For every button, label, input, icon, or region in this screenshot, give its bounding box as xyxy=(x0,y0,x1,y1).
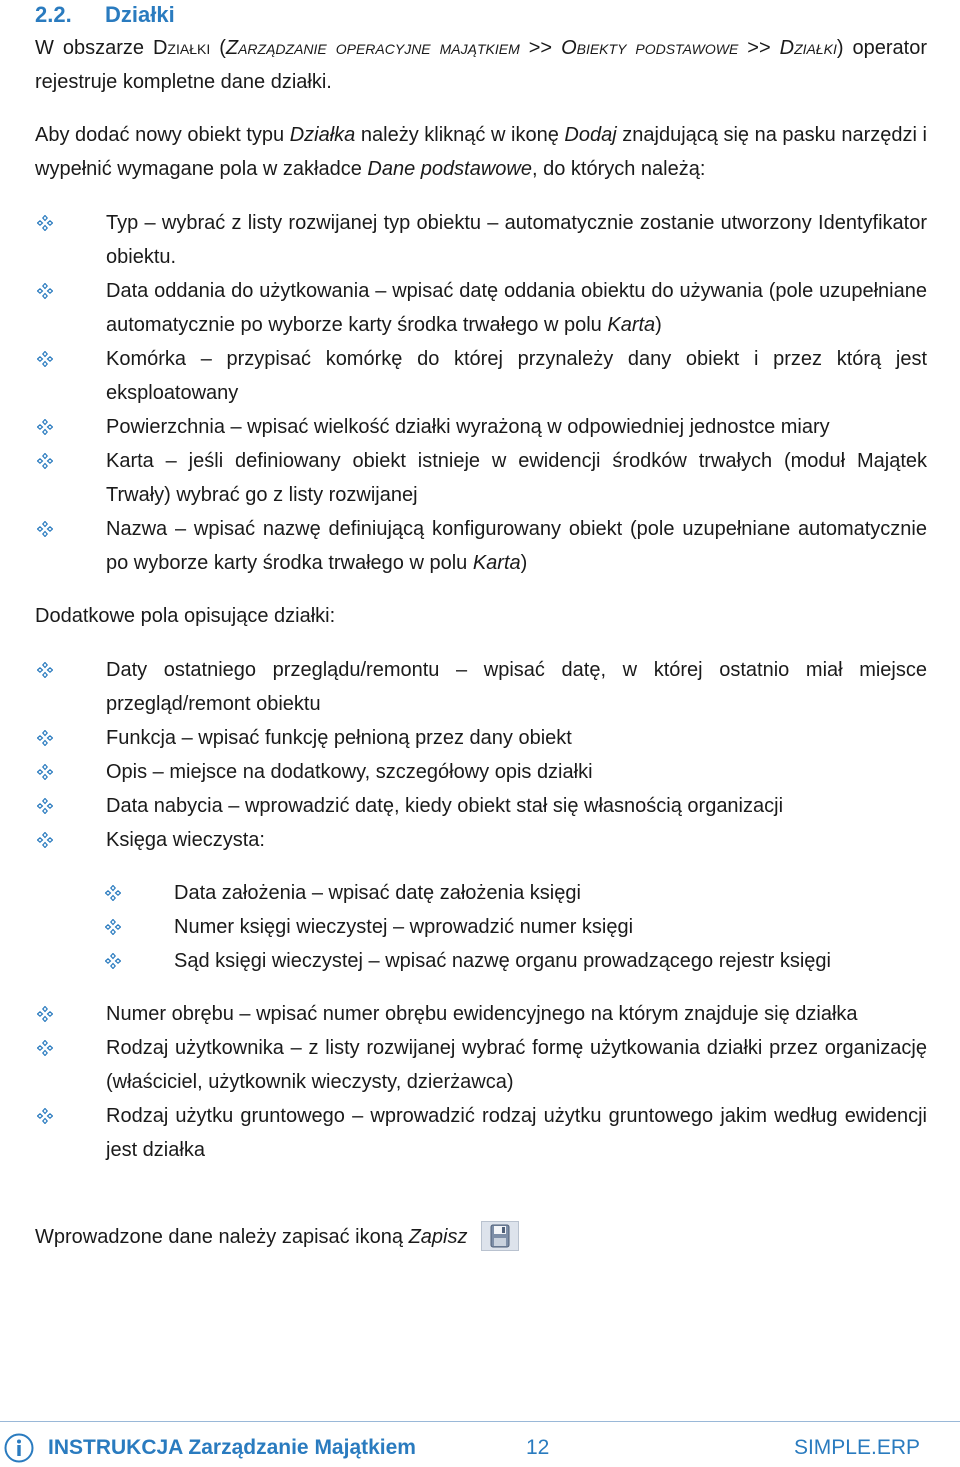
list-item: Data oddania do użytkowania – wpisać datę oddania obiektu do używania (pole uzupełniane automatycznie po wyborze karty środka trwałego w polu Karta) xyxy=(35,274,927,342)
diamond-bullet-icon xyxy=(37,419,53,435)
diamond-bullet-icon xyxy=(37,453,53,469)
more-fields-list xyxy=(35,997,927,1167)
list-item: Funkcja – wpisać funkcję pełnioną przez dany obiekt xyxy=(35,721,927,755)
page-number: 12 xyxy=(526,1436,550,1459)
diamond-bullet-icon xyxy=(105,953,121,969)
diamond-bullet-icon xyxy=(37,764,53,780)
list-item: Opis – miejsce na dodatkowy, szczegółowy opis działki xyxy=(35,755,927,789)
list-item: Data założenia – wpisać datę założenia księgi xyxy=(35,876,927,910)
section-title: Działki xyxy=(105,2,175,27)
list-item: Numer obrębu – wpisać numer obrębu ewidencyjnego na którym znajduje się działka xyxy=(35,997,927,1031)
list-item: Daty ostatniego przeglądu/remontu – wpisać datę, w której ostatnio miał miejsce przegląd/remont obiektu xyxy=(35,653,927,721)
save-icon xyxy=(481,1221,519,1251)
list-item: Powierzchnia – wpisać wielkość działki wyrażoną w odpowiedniej jednostce miary xyxy=(35,410,927,444)
menu-path-3: Działki xyxy=(779,37,837,59)
footer-brand: SIMPLE.ERP xyxy=(793,1436,920,1459)
basic-fields-list xyxy=(35,206,927,580)
diamond-bullet-icon xyxy=(37,215,53,231)
diamond-bullet-icon xyxy=(37,521,53,537)
list-item: Numer księgi wieczystej – wprowadzić numer księgi xyxy=(35,910,927,944)
diamond-bullet-icon xyxy=(37,1108,53,1124)
add-object-paragraph: Aby dodać nowy obiekt typu Działka należy kliknąć w ikonę Dodaj znajdującą się na pasku narzędzi i wypełnić wymagane pola w zakładce Dane podstawowe, do których należą: xyxy=(35,124,927,180)
diamond-bullet-icon xyxy=(105,885,121,901)
list-item: Typ – wybrać z listy rozwijanej typ obiektu – automatycznie zostanie utworzony Identyfikator obiektu. xyxy=(35,206,927,274)
diamond-bullet-icon xyxy=(105,919,121,935)
area-name: Działki xyxy=(152,37,211,59)
menu-path-2: Obiekty podstawowe xyxy=(561,37,739,59)
intro-paragraph: W obszarze Działki (Zarządzanie operacyjne majątkiem >> Obiekty podstawowe >> Działki) operator rejestruje kompletne dane działki. xyxy=(35,37,927,93)
section-number: 2.2. xyxy=(35,2,72,27)
diamond-bullet-icon xyxy=(37,1040,53,1056)
list-item: Komórka – przypisać komórkę do której przynależy dany obiekt i przez którą jest eksploatowany xyxy=(35,342,927,410)
diamond-bullet-icon xyxy=(37,662,53,678)
section-heading xyxy=(35,2,175,32)
list-item: Rodzaj użytku gruntowego – wprowadzić rodzaj użytku gruntowego jakim według ewidencji jest działka xyxy=(35,1099,927,1167)
menu-path-1: Zarządzanie operacyjne majątkiem xyxy=(225,37,520,59)
save-instruction: Wprowadzone dane należy zapisać ikoną Zapisz xyxy=(35,1220,927,1254)
footer-divider xyxy=(0,1421,960,1422)
list-item: Data nabycia – wprowadzić datę, kiedy obiekt stał się własnością organizacji xyxy=(35,789,927,823)
footer-title: INSTRUKCJA Zarządzanie Majątkiem xyxy=(48,1436,416,1459)
extra-fields-list xyxy=(35,653,927,857)
diamond-bullet-icon xyxy=(37,351,53,367)
list-item: Księga wieczysta: xyxy=(35,823,927,857)
diamond-bullet-icon xyxy=(37,283,53,299)
diamond-bullet-icon xyxy=(37,832,53,848)
list-item: Sąd księgi wieczystej – wpisać nazwę organu prowadzącego rejestr księgi xyxy=(35,944,927,978)
page-footer xyxy=(0,1430,960,1466)
diamond-bullet-icon xyxy=(37,798,53,814)
list-item: Rodzaj użytkownika – z listy rozwijanej wybrać formę użytkowania działki przez organizację (właściciel, użytkownik wieczysty, dzierżawca) xyxy=(35,1031,927,1099)
register-fields-list xyxy=(35,876,927,978)
list-item: Karta – jeśli definiowany obiekt istnieje w ewidencji środków trwałych (moduł Majątek Trwały) wybrać go z listy rozwijanej xyxy=(35,444,927,512)
info-icon xyxy=(4,1433,34,1463)
extra-fields-heading: Dodatkowe pola opisujące działki: xyxy=(35,605,336,627)
list-item: Nazwa – wpisać nazwę definiującą konfigurowany obiekt (pole uzupełniane automatycznie po wyborze karty środka trwałego w polu Karta) xyxy=(35,512,927,580)
diamond-bullet-icon xyxy=(37,730,53,746)
diamond-bullet-icon xyxy=(37,1006,53,1022)
